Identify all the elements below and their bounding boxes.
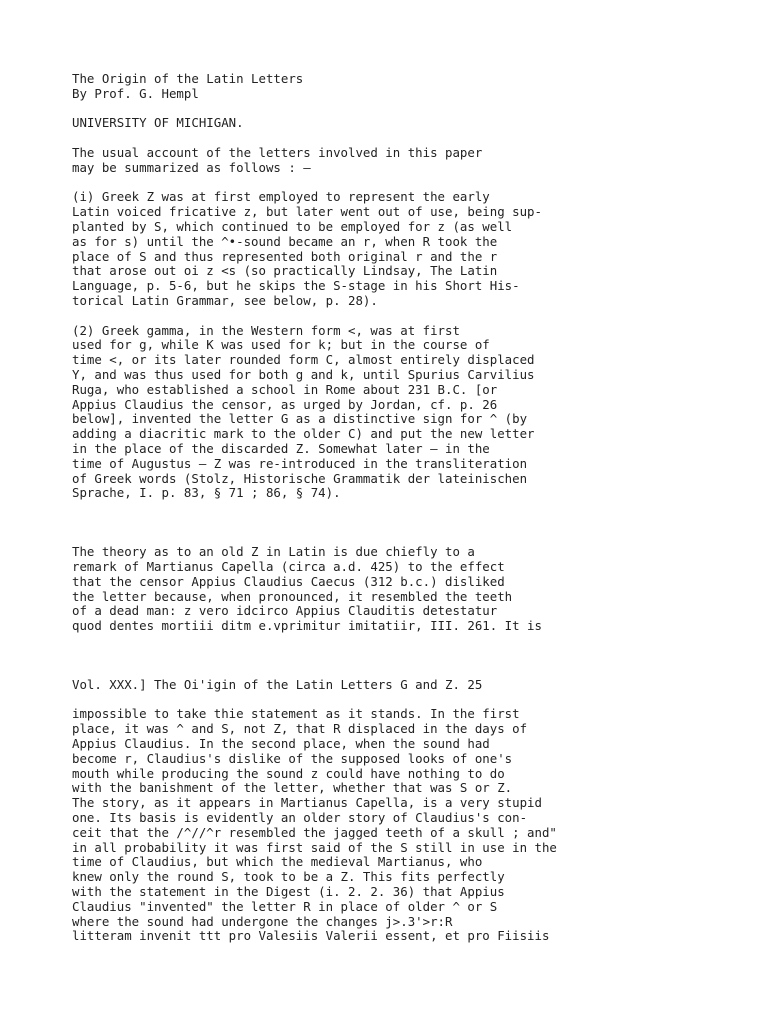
text-line: litteram invenit ttt pro Valesiis Valerii essent, et pro Fiisiis <box>72 928 550 944</box>
text-line: impossible to take thie statement as it stands. In the first <box>72 706 520 722</box>
text-line: used for g, while K was used for k; but in the course of <box>72 337 490 353</box>
text-line: time of Augustus — Z was re-introduced in the transliteration <box>72 455 528 471</box>
paragraph-2 <box>72 324 752 502</box>
document-page <box>72 72 752 944</box>
text-line: time of Claudius, but which the medieval Martianus, who <box>72 854 483 870</box>
text-line: as for s) until the ^•-sound became an r, when R took the <box>72 233 498 249</box>
text-line: adding a diacritic mark to the older C) and put the new letter <box>72 426 535 442</box>
text-line: time <, or its later rounded form C, almost entirely displaced <box>72 352 535 368</box>
text-line: torical Latin Grammar, see below, p. 28). <box>72 292 378 308</box>
text-line: place, it was ^ and S, not Z, that R displaced in the days of <box>72 721 528 737</box>
running-header <box>72 678 752 693</box>
text-line: where the sound had undergone the changes j>.3'>r:R <box>72 913 453 929</box>
affiliation <box>72 116 752 131</box>
text-line: of Greek words (Stolz, Historische Grammatik der lateinischen <box>72 470 528 486</box>
text-line: may be summarized as follows : — <box>72 159 311 175</box>
text-line: Appius Claudius the censor, as urged by Jordan, cf. p. 26 <box>72 396 498 412</box>
text-line: mouth while producing the sound z could have nothing to do <box>72 765 505 781</box>
text-line: (2) Greek gamma, in the Western form <, was at first <box>72 322 460 338</box>
text-line: one. Its basis is evidently an older story of Claudius's con- <box>72 810 528 826</box>
text-line: (i) Greek Z was at first employed to represent the early <box>72 189 490 205</box>
affiliation-line: UNIVERSITY OF MICHIGAN. <box>72 115 244 131</box>
text-line: place of S and thus represented both original r and the r <box>72 248 498 264</box>
text-line: Y, and was thus used for both g and k, until Spurius Carvilius <box>72 366 535 382</box>
text-line: ceit that the /^//^r resembled the jagged teeth of a skull ; and" <box>72 824 557 840</box>
text-line: The theory as to an old Z in Latin is due chiefly to a <box>72 544 475 560</box>
text-line: the letter because, when pronounced, it resembled the teeth <box>72 588 513 604</box>
text-line: quod dentes mortiii ditm e.vprimitur imitatiir, III. 261. It is <box>72 618 542 634</box>
text-line: Appius Claudius. In the second place, when the sound had <box>72 736 490 752</box>
text-line: become r, Claudius's dislike of the supposed looks of one's <box>72 750 513 766</box>
text-line: Sprache, I. p. 83, § 71 ; 86, § 74). <box>72 485 341 501</box>
text-line: that arose out oi z <s (so practically Lindsay, The Latin <box>72 263 498 279</box>
title-block <box>72 72 752 102</box>
paragraph-3 <box>72 545 752 634</box>
text-line: with the statement in the Digest (i. 2. 2. 36) that Appius <box>72 884 505 900</box>
text-line: planted by S, which continued to be employed for z (as well <box>72 218 513 234</box>
text-line: below], invented the letter G as a distinctive sign for ^ (by <box>72 411 528 427</box>
text-line: that the censor Appius Claudius Caecus (312 b.c.) disliked <box>72 573 505 589</box>
document-author: By Prof. G. Hempl <box>72 85 199 101</box>
document-title: The Origin of the Latin Letters <box>72 71 304 86</box>
text-line: in the place of the discarded Z. Somewhat later — in the <box>72 440 490 456</box>
paragraph-4 <box>72 707 752 944</box>
text-line: Claudius "invented" the letter R in place of older ^ or S <box>72 898 498 914</box>
text-line: knew only the round S, took to be a Z. This fits perfectly <box>72 869 505 885</box>
text-line: Latin voiced fricative z, but later went out of use, being sup- <box>72 204 542 220</box>
text-line: of a dead man: z vero idcirco Appius Clauditis detestatur <box>72 603 498 619</box>
intro-paragraph <box>72 146 752 176</box>
text-line: with the banishment of the letter, whether that was S or Z. <box>72 780 513 796</box>
text-line: Ruga, who established a school in Rome about 231 B.C. [or <box>72 381 498 397</box>
text-line: in all probability it was first said of the S still in use in the <box>72 839 557 855</box>
paragraph-1 <box>72 190 752 308</box>
text-line: remark of Martianus Capella (circa a.d. 425) to the effect <box>72 558 505 574</box>
running-header-line: Vol. XXX.] The Oi'igin of the Latin Letters G and Z. 25 <box>72 676 483 692</box>
text-line: Language, p. 5-6, but he skips the S-stage in his Short His- <box>72 278 520 294</box>
text-line: The usual account of the letters involved in this paper <box>72 144 483 160</box>
text-line: The story, as it appears in Martianus Capella, is a very stupid <box>72 795 542 811</box>
